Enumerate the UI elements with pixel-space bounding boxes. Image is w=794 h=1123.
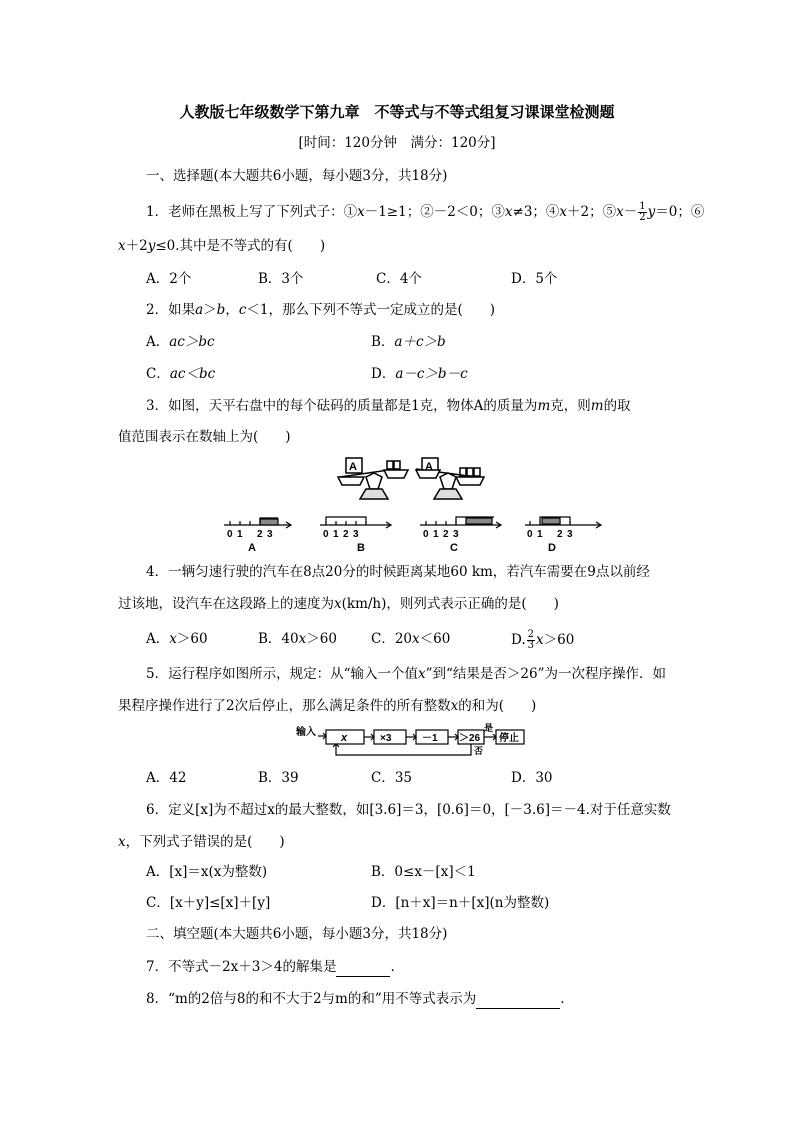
q6-option-d: D．[n＋x]＝n＋[x](n为整数) xyxy=(371,895,550,911)
question-1-line-2: x＋2y≤0.其中是不等式的有( ) xyxy=(118,238,326,254)
q1-option-a: A．2个 xyxy=(146,271,192,287)
number-line-d-tick-2: 2 xyxy=(557,529,563,540)
number-line-c xyxy=(420,517,501,528)
flow-yes-label: 是 xyxy=(484,723,494,733)
number-line-d-tick-0: 0 xyxy=(527,529,533,540)
question-3-line-1: 3．如图，天平右盘中的每个砝码的质量都是1克，物体A的质量为m克，则m的取 xyxy=(146,398,631,414)
q5-option-a: A．42 xyxy=(146,770,187,786)
question-6-line-2: x，下列式子错误的是( ) xyxy=(118,834,285,850)
q6-option-a: A．[x]＝x(x为整数) xyxy=(146,864,268,880)
number-line-d xyxy=(525,517,601,528)
number-line-b-tick-3: 3 xyxy=(353,529,359,540)
number-line-a-tick-0: 0 xyxy=(227,529,233,540)
section-heading-choice: 一、选择题(本大题共6小题，每小题3分，共18分) xyxy=(146,168,448,184)
q3-figure xyxy=(220,455,610,555)
fraction-one-half: $\frac{1}{2}$ xyxy=(639,201,646,223)
question-4-line-2: 过该地，设汽车在这段路上的速度为x(km/h)，则列式表示正确的是( ) xyxy=(118,596,559,612)
question-8: 8．“m的2倍与8的和不大于2与m的和”用不等式表示为 . xyxy=(146,991,565,1007)
q4-option-d: D. $\frac{2}{3}$ x＞60 xyxy=(511,629,575,651)
q8-answer-blank[interactable] xyxy=(476,990,560,1009)
q1-option-d: D．5个 xyxy=(511,271,558,287)
number-line-b-tick-0: 0 xyxy=(323,529,329,540)
number-line-c-tick-1: 1 xyxy=(433,529,439,540)
question-5-line-2: 果程序操作进行了2次后停止，那么满足条件的所有整数x的和为( ) xyxy=(118,698,537,714)
number-line-c-tick-3: 3 xyxy=(453,529,459,540)
question-2-stem: 2．如果a＞b，c＜1，那么下列不等式一定成立的是( ) xyxy=(146,302,495,318)
number-line-a-tick-1: 1 xyxy=(237,529,243,540)
page-subtitle: [时间：120分钟 满分：120分] xyxy=(298,135,496,151)
section-heading-fill: 二、填空题(本大题共6小题，每小题3分，共18分) xyxy=(146,926,448,942)
number-line-a-label: A xyxy=(248,542,256,554)
flow-times3-box: ×3 xyxy=(380,733,392,744)
q4-option-c: C．20x＜60 xyxy=(371,631,451,647)
number-line-a xyxy=(224,518,291,528)
number-line-b xyxy=(320,517,391,528)
q2-option-d: D．a－c＞b－c xyxy=(371,366,468,382)
question-3-line-2: 值范围表示在数轴上为( ) xyxy=(118,429,291,445)
number-line-c-tick-0: 0 xyxy=(423,529,429,540)
question-5-line-1: 5．运行程序如图所示，规定：从“输入一个值x”到“结果是否＞26”为一次程序操作．如 xyxy=(146,666,667,682)
q4-option-b: B．40x＞60 xyxy=(258,631,337,647)
flow-gt26-box: ＞26 xyxy=(459,733,481,744)
q1-option-b: B．3个 xyxy=(258,271,304,287)
q5-option-d: D．30 xyxy=(511,770,553,786)
q2-option-c: C．ac＜bc xyxy=(146,366,216,382)
flow-x-box: x xyxy=(341,732,348,744)
question-4-line-1: 4．一辆匀速行驶的汽车在8点20分的时候距离某地60 km，若汽车需要在9点以前经 xyxy=(146,564,650,580)
number-line-d-tick-1: 1 xyxy=(537,529,543,540)
number-line-c-label: C xyxy=(450,542,458,554)
q5-flowchart xyxy=(296,722,536,762)
q2-option-a: A．ac＞bc xyxy=(146,334,215,350)
number-line-c-tick-2: 2 xyxy=(443,529,449,540)
fraction-two-thirds: $\frac{2}{3}$ xyxy=(527,629,535,651)
q6-option-c: C．[x＋y]≤[x]＋[y] xyxy=(146,895,271,911)
q1-option-c: C．4个 xyxy=(376,271,422,287)
q2-option-b: B．a＋c＞b xyxy=(371,334,446,350)
number-line-b-label: B xyxy=(357,542,365,554)
question-7: 7．不等式－2x＋3＞4的解集是 . xyxy=(146,959,395,975)
scale-1-weight-label: A xyxy=(349,461,357,473)
q4-option-a: A．x＞60 xyxy=(146,631,208,647)
number-line-d-label: D xyxy=(548,542,556,554)
number-line-a-tick-3: 3 xyxy=(267,529,273,540)
q6-option-b: B．0≤x－[x]＜1 xyxy=(371,864,476,880)
question-1-line-1: 1．老师在黑板上写了下列式子：①x－1≥1；②－2＜0；③x≠3；④x＋2；⑤x－ $\frac{1}{2}$ y＝0；⑥ xyxy=(146,201,705,223)
flow-minus1-box: －1 xyxy=(422,733,438,744)
q5-option-b: B．39 xyxy=(258,770,299,786)
number-line-d-tick-3: 3 xyxy=(567,529,573,540)
q5-option-c: C．35 xyxy=(371,770,413,786)
flow-stop-box: 停止 xyxy=(499,733,519,744)
number-line-b-tick-1: 1 xyxy=(333,529,339,540)
page-title: 人教版七年级数学下第九章 不等式与不等式组复习课课堂检测题 xyxy=(179,103,615,121)
number-line-a-tick-2: 2 xyxy=(257,529,263,540)
flow-input-label: 输入 xyxy=(296,727,316,738)
flow-no-label: 否 xyxy=(474,746,484,756)
scale-2-weight-label: A xyxy=(425,461,433,473)
q7-answer-blank[interactable] xyxy=(336,958,390,977)
number-line-b-tick-2: 2 xyxy=(343,529,349,540)
question-6-line-1: 6．定义[x]为不超过x的最大整数，如[3.6]＝3，[0.6]＝0，[－3.6]＝－4.对于任意实数 xyxy=(146,802,671,818)
